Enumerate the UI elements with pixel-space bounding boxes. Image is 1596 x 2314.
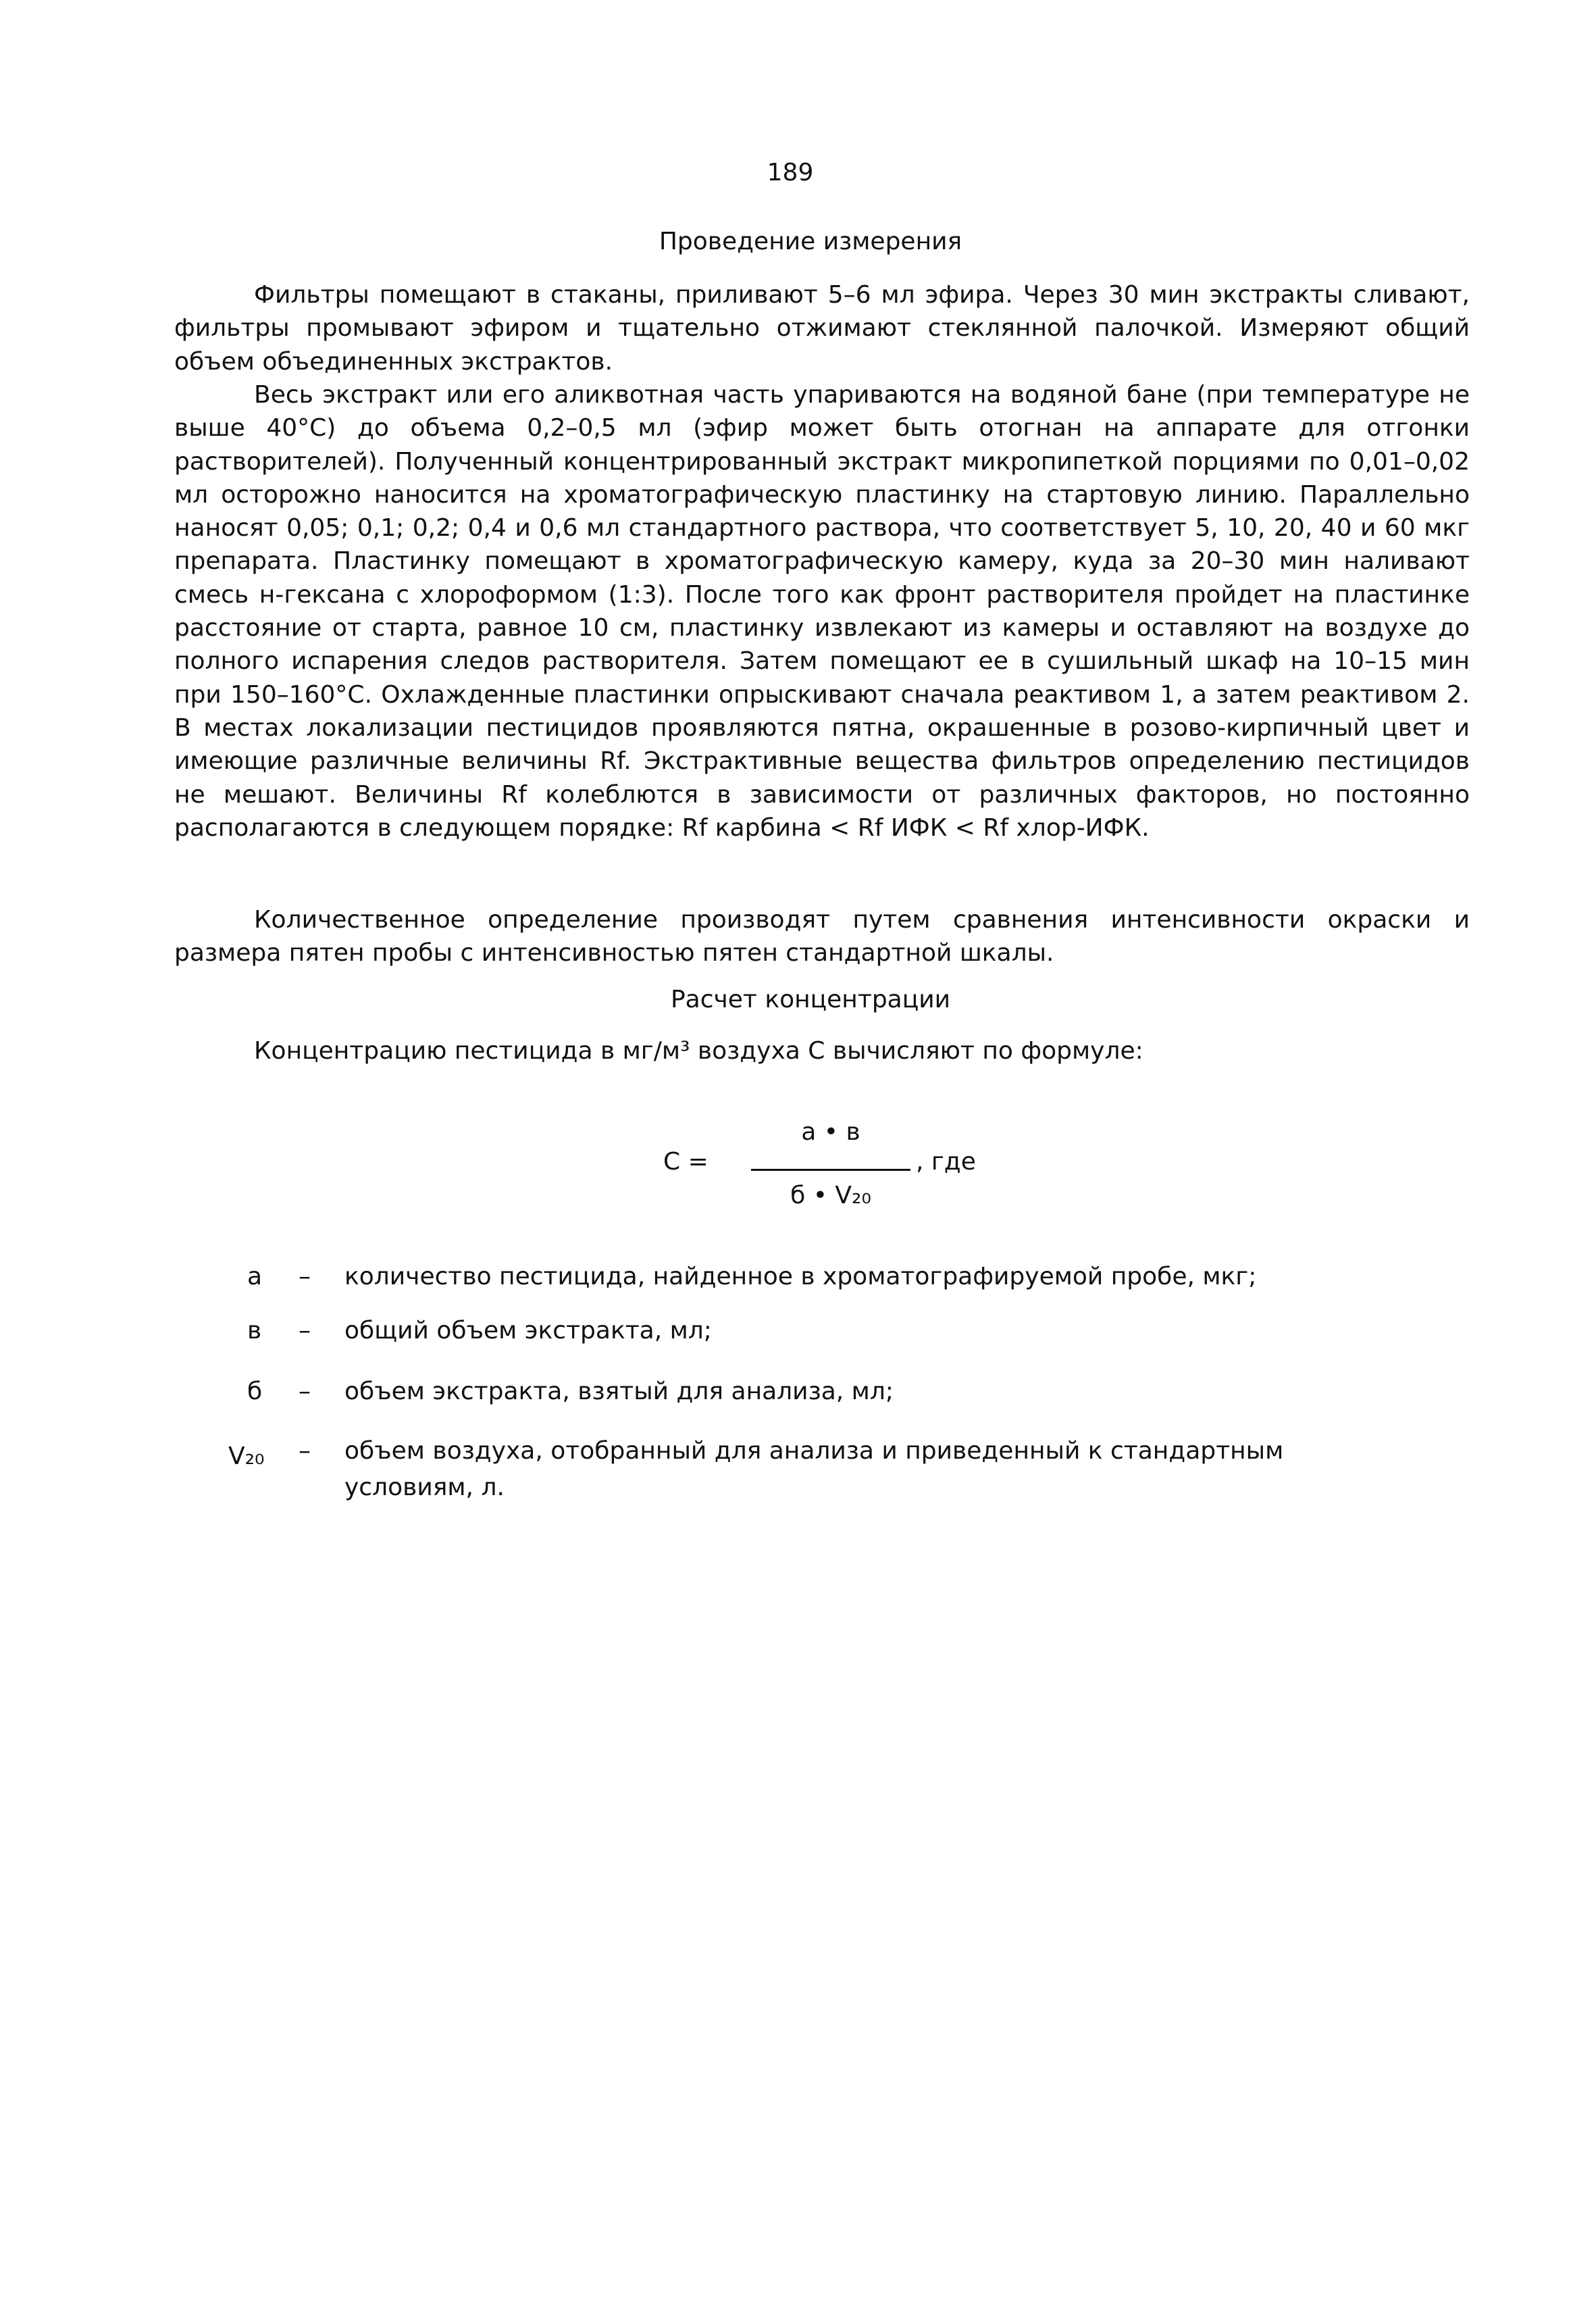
formula-denominator: б • V₂₀ [790, 1182, 871, 1209]
legend-text: объем воздуха, отобранный для анализа и приведенный к стандартным условиям, л. [344, 1437, 1284, 1501]
page-number: 189 [767, 159, 814, 186]
paragraph-quantitative: Количественное определение производят путем сравнения интенсивности окраски и размера пятен пробы с интенсивностью пятен стандартной шкалы. [174, 906, 1470, 967]
fraction-bar [751, 1169, 910, 1171]
formula-intro: Концентрацию пестицида в мг/м³ воздуха С вычисляют по формуле: [254, 1037, 1143, 1065]
legend-dash: – [299, 1437, 311, 1465]
legend-text: объем экстракта, взятый для анализа, мл; [344, 1378, 894, 1405]
formula-suffix: , где [916, 1148, 976, 1176]
legend-symbol: б [247, 1378, 263, 1405]
formula-numerator: а • в [801, 1118, 860, 1146]
paragraph-extract-procedure: Весь экстракт или его аликвотная часть упариваются на водяной бане (при температуре не выше 40°С) до объема 0,2–0,5 мл (эфир может быть отогнан на аппарате для отгонки растворителей). Полученный концентрированный экстракт микропипеткой порциями по 0,01–0,02 мл осторожно наносится на хроматографическую пластинку на стартовую линию. Параллельно наносят 0,05; 0,1; 0,2; 0,4 и 0,6 мл стандартного раствора, что соответствует 5, 10, 20, 40 и 60 мкг препарата. Пластинку помещают в хроматографическую камеру, куда за 20–30 мин наливают смесь н-гексана с хлороформом (1:3). После того как фронт растворителя пройдет на пластинке расстояние от старта, равное 10 см, пластинку извлекают из камеры и оставляют на воздухе до полного испарения следов растворителя. Затем помещают ее в сушильный шкаф на 10–15 мин при 150–160°С. Охлажденные пластинки опрыскивают сначала реактивом 1, а затем реактивом 2. В местах локализации пестицидов проявляются пятна, окрашенные в розово-кирпичный цвет и имеющие различные величины Rf. Экстрактивные вещества фильтров определению пестицидов не мешают. Величины Rf колеблются в зависимости от различных факторов, но постоянно располагаются в следующем порядке: Rf карбина < Rf ИФК < Rf хлор-ИФК. [174, 381, 1470, 842]
legend-symbol: V₂₀ [228, 1442, 265, 1470]
legend-dash: – [299, 1263, 311, 1290]
legend-dash: – [299, 1317, 311, 1344]
legend-symbol: а [247, 1263, 263, 1290]
legend-text: количество пестицида, найденное в хроматографируемой пробе, мкг; [344, 1263, 1257, 1290]
section-heading-measurement: Проведение измерения [659, 228, 962, 255]
legend-text: общий объем экстракта, мл; [344, 1317, 712, 1344]
section-heading-calculation: Расчет концентрации [670, 986, 951, 1013]
legend-symbol: в [247, 1317, 262, 1344]
formula-lhs: С = [663, 1148, 709, 1176]
paragraph-filters: Фильтры помещают в стаканы, приливают 5–6 мл эфира. Через 30 мин экстракты сливают, фильтры промывают эфиром и тщательно отжимают стеклянной палочкой. Измеряют общий объем объединенных экстрактов. [174, 281, 1470, 376]
legend-dash: – [299, 1378, 311, 1405]
